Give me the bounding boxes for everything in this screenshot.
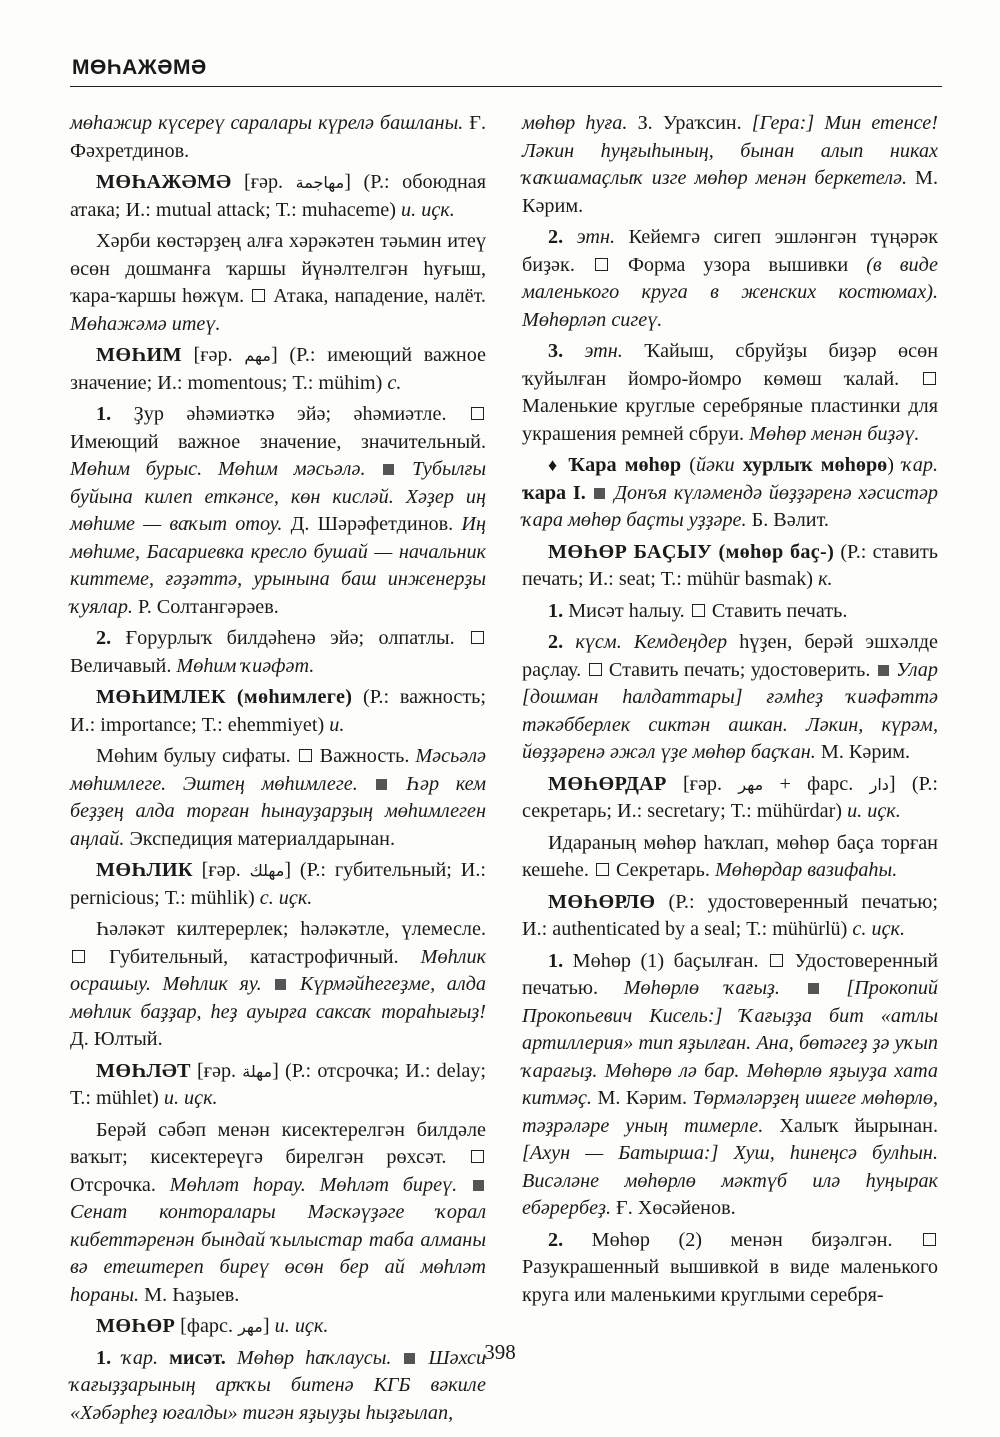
black-square-icon	[275, 979, 286, 990]
white-square-icon	[72, 950, 85, 963]
white-square-icon	[471, 407, 484, 420]
running-header: МӨҺАЖӘМӘ	[72, 56, 207, 79]
black-square-icon	[594, 488, 605, 499]
page-number: 398	[484, 1340, 516, 1364]
white-square-icon	[252, 289, 265, 302]
dictionary-entry-text: Мөһим булыу сифаты. Важность. Мәсьәлә мөһимлеге. Эштең мөһимлеге. Һәр кем беҙҙең алда торған һынауҙарҙың мөһимлеген аңлай. Экспедиция материалдарынан.	[70, 745, 487, 850]
dictionary-entry-text: 1. Мисәт һалыу. Ставить печать.	[548, 599, 848, 622]
white-square-icon	[770, 954, 783, 967]
dictionary-entry-headword: МӨҺӨР БАҪЫУ (мөһөр баҫ-) (Р.: ставить печать; И.: seat; Т.: mühür basmak) к.	[522, 540, 938, 590]
right-column	[522, 110, 938, 1313]
white-square-icon	[471, 1150, 484, 1163]
dictionary-entry-text: Берәй сәбәп менән кисектерелгән билдәле ваҡыт; кисектереүгә бирелгән рөхсәт. Отсрочка. Мөһләт һорау. Мөһләт биреү. Сенат конторалары Мәскәүҙәге ҡорал кибеттәренән бындай ҡылыстар таба алманы вә етештереп биреү өсөн бер ай мөһләт һораны. М. Һаҙыев.	[70, 1118, 486, 1306]
black-square-icon	[376, 779, 387, 790]
header-rule	[70, 86, 942, 87]
dictionary-entry-text: ♦ Ҡара мөһөр (йәки хурлыҡ мөһөрө) ҡар. ҡара I. Донъя күләмендә йөҙҙәренә хәсистәр ҡара мөһөр баҫты уҙҙәре. Б. Вәлит.	[522, 454, 939, 531]
white-square-icon	[299, 749, 312, 762]
dictionary-entry-headword: МӨҺЛИК [ғәр. مهلك] (Р.: губительный; И.: pernicious; Т.: mühlik) с. иҫк.	[70, 859, 487, 909]
dictionary-entry-headword: МӨҺАЖӘМӘ [ғәр. مهاجمة] (Р.: обоюдная атака; И.: mutual attack; Т.: muhaceme) и. иҫк.	[70, 171, 487, 221]
dictionary-entry-text: 2. күсм. Кемдеңдер һүҙен, берәй эшхәлде раҫлау. Ставить печать; удостоверить. Улар [дошман һалдаттары] ғәмһеҙ ҡиәфәттә тәкәбберлек сиктән ашкан. Ләкин, күрәм, йөҙҙәренә әжәл үҙе мөһөр баҫҡан. М. Кәрим.	[522, 631, 938, 763]
black-square-icon	[473, 1180, 484, 1191]
dictionary-entry-text: Хәрби көстәрҙең алға хәрәкәтен тәьмин итеү өсөн дошманға ҡаршы йүнәлтелгән һуғыш, ҡара-ҡаршы һөжүм. Атака, нападение, налёт. Мөһажәмә итеү.	[70, 230, 486, 335]
white-square-icon	[596, 863, 609, 876]
dictionary-entry-text: Идараның мөһөр һаҡлап, мөһөр баҫа торған кешеһе. Секретарь. Мөһөрдар вазифаһы.	[522, 831, 938, 881]
white-square-icon	[923, 372, 936, 385]
left-column	[70, 110, 486, 1431]
black-square-icon	[878, 665, 889, 676]
white-square-icon	[692, 604, 705, 617]
dictionary-entry-text: 1. Ҙур әһәмиәткә эйә; әһәмиәтле. Имеющий важное значение, значительный. Мөһим бурыс. Мөһим мәсьәлә. Тубылғы буйына килеп еткәнсе, көн кисләй. Хәҙер иң мөһиме — ваҡыт отоу. Д. Шәрәфетдинов. Иң мөһиме, Басариевка кресло бушай — начальник киттеме, ғәҙәттә, урынына баш инженерҙы ҡуялар. Р. Солтангәрәев.	[70, 403, 487, 618]
dictionary-entry-headword: МӨҺӨР [фарс. مهر] и. иҫк.	[96, 1315, 329, 1337]
black-diamond-icon: ♦	[548, 455, 561, 475]
white-square-icon	[589, 663, 602, 676]
black-square-icon	[383, 464, 394, 475]
white-square-icon	[471, 631, 484, 644]
dictionary-entry-text: 2. Мөһөр (2) менән биҙәлгән. Разукрашенный вышивкой в виде маленького круга или маленькими круглыми серебря-	[522, 1228, 938, 1306]
dictionary-entry-text: мөһөр һуға. З. Ураҡсин. [Гера:] Мин етенсе! Ләкин һуңғыһының, бынан алып никах ҡаҡшамаҫлыҡ изге мөһөр менән беркетелә. М. Кәрим.	[522, 112, 939, 217]
white-square-icon	[923, 1233, 936, 1246]
dictionary-entry-text: 1. Мөһөр (1) баҫылған. Удостоверенный печатью. Мөһөрлө ҡағыҙ. [Прокопий Прокопьевич Кисель:] Ҡағыҙҙа бит «атлы артиллерия» тип яҙылған. Ана, бөтәгеҙ ҙә уҡып ҡарағыҙ. Мөһөрө лә бар. Мөһөрлө яҙыуҙа хата китмәҫ. М. Кәрим. Төрмәләрҙең ишеге мөһөрлө, тәҙрәләре уның тимерле. Халыҡ йырынан. [Ахун — Батырша:] Хуш, һинеңсә булһын. Висәләне мөһөрлө мәктүб илә һуңырак ебәрербеҙ. Ғ. Хөсәйенов.	[522, 949, 939, 1219]
dictionary-entry-text: 1. ҡар. мисәт. Мөһөр һаҡлаусы. Шәхси ҡағыҙҙарының арҡҡы битенә КГБ вәкиле «Хәбәрһеҙ юғалды» тигән яҙыуҙы һыҙғылап,	[70, 1346, 487, 1424]
dictionary-entry-text: 3. этн. Ҡайыш, сбруйҙы биҙәр өсөн ҡуйылған йомро-йомро көмөш ҡалай. Маленькие круглые серебряные пластинки для украшения ремней сбруи. Мөһөр менән биҙәү.	[522, 340, 939, 445]
dictionary-entry-text: 2. этн. Кейемгә сигеп эшләнгән түңәрәк биҙәк. Форма узора вышивки (в виде маленького круга в женских костюмах). Мөһөрләп сигеү.	[522, 226, 938, 331]
dictionary-entry-text: Һәләкәт килтерерлек; һәләкәтле, үлемесле. Губительный, катастрофичный. Мөһлик осрашыу. Мөһлик яу. Күрмәйһегеҙме, алда мөһлик баҙҙар, һеҙ ауырға саксаҡ тораһығыҙ! Д. Юлтый.	[70, 918, 487, 1050]
dictionary-entry-headword: МӨҺЛӘТ [ғәр. مهلة] (Р.: отсрочка; И.: delay; Т.: mühlet) и. иҫк.	[70, 1059, 487, 1109]
dictionary-entry-text: 2. Ғорурлыҡ билдәһенә эйә; олпатлы. Величавый. Мөһим ҡиәфәт.	[70, 625, 486, 680]
dictionary-entry-headword: МӨҺИМ [ғәр. مهم] (Р.: имеющий важное значение; И.: momentous; Т.: mühim) с.	[70, 344, 487, 394]
dictionary-entry-headword: МӨҺӨРЛӨ (Р.: удостоверенный печатью; И.: authenticated by a seal; Т.: mühürlü) с. иҫк.	[522, 890, 938, 940]
dictionary-entry-headword: МӨҺИМЛЕК (мөһимлеге) (Р.: важность; И.: importance; Т.: ehemmiyet) и.	[70, 686, 486, 736]
white-square-icon	[595, 258, 608, 271]
black-square-icon	[808, 983, 819, 994]
dictionary-entry-text: мөһажир күсереү саралары күрелә башланы. Ғ. Фәхретдинов.	[70, 112, 487, 162]
dictionary-entry-headword: МӨҺӨРДАР [ғәр. مهر + фарс. دار] (Р.: секретарь; И.: secretary; Т.: mühürdar) и. иҫк.	[522, 772, 938, 822]
